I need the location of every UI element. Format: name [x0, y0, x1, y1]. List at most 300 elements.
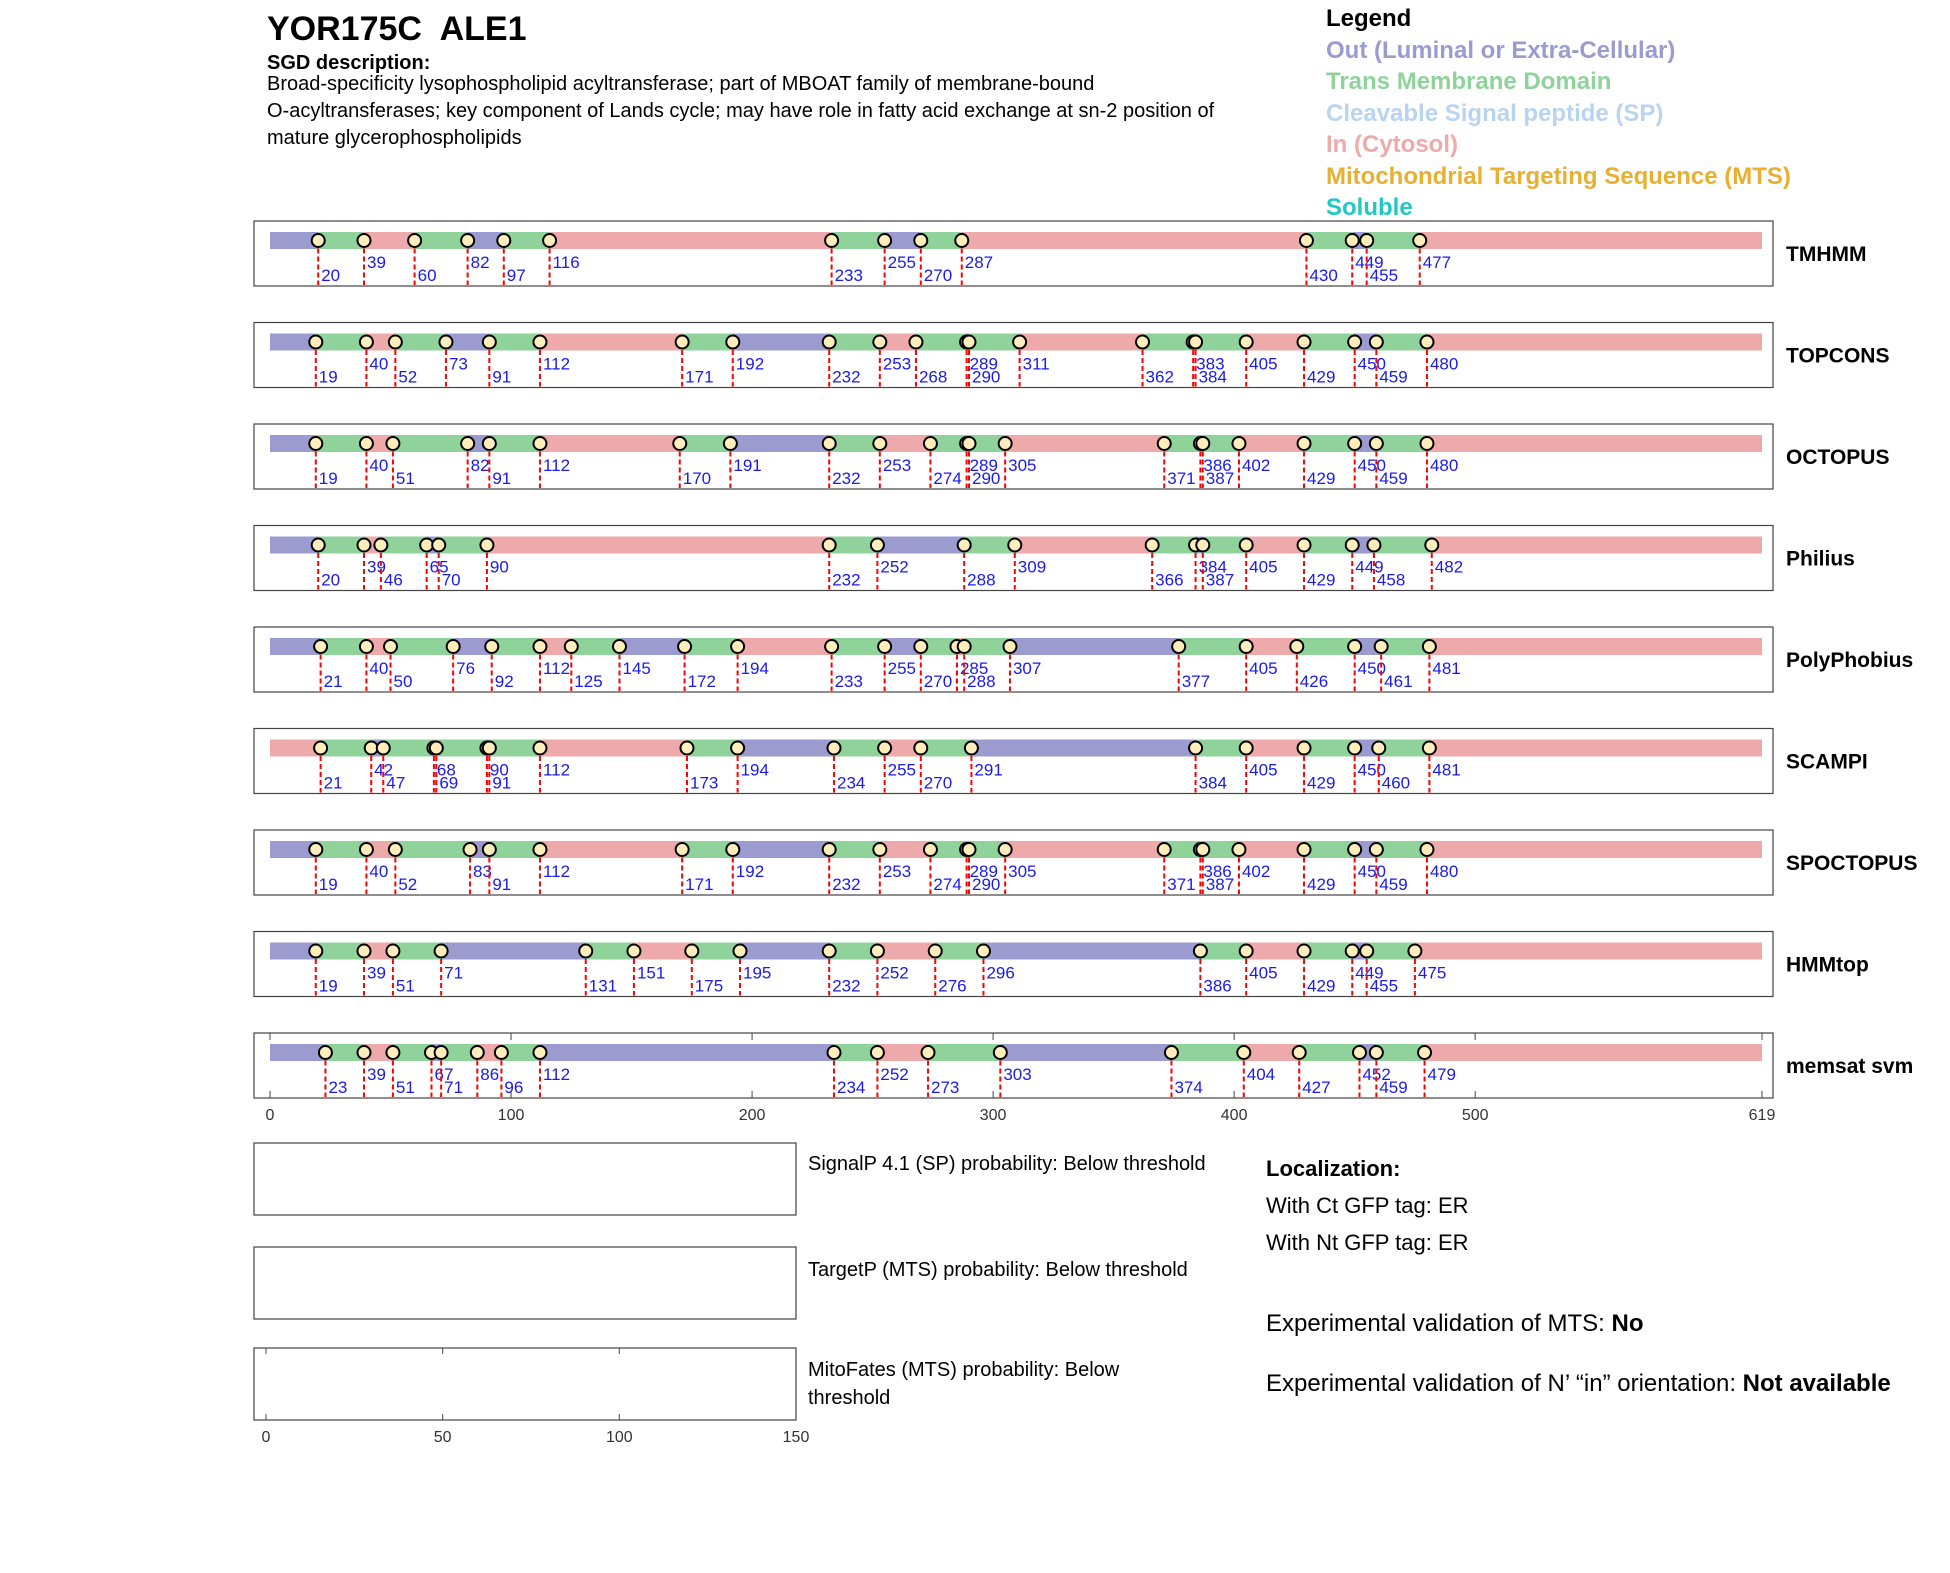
boundary-marker	[1232, 437, 1245, 450]
boundary-label: 172	[687, 672, 716, 691]
boundary-label: 430	[1309, 266, 1338, 285]
boundary-marker	[1346, 945, 1359, 958]
sgd-description-line: O-acyltransferases; key component of Lands cycle; may have role in fatty acid exchange at sn-2 position of	[267, 100, 1215, 122]
boundary-label: 23	[328, 1078, 348, 1097]
targetp-label: TargetP (MTS) probability: Below threshold	[808, 1259, 1188, 1281]
boundary-marker	[543, 234, 556, 247]
boundary-label: 459	[1379, 469, 1408, 488]
topology-segment	[1143, 334, 1194, 351]
boundary-label: 39	[367, 253, 386, 272]
topology-segment	[1246, 740, 1304, 757]
predictor-name: Philius	[1786, 547, 1855, 571]
boundary-label: 387	[1205, 570, 1235, 590]
boundary-label: 449	[1355, 557, 1384, 577]
boundary-marker	[1196, 437, 1209, 450]
boundary-marker	[873, 336, 886, 349]
boundary-label: 39	[367, 963, 386, 983]
boundary-label: 386	[1203, 976, 1232, 996]
boundary-label: 252	[880, 1065, 909, 1084]
topology-segment	[829, 841, 880, 858]
boundary-marker	[958, 640, 971, 653]
topology-segment	[270, 638, 321, 655]
topology-segment	[1420, 232, 1762, 249]
boundary-marker	[1298, 336, 1311, 349]
boundary-marker	[613, 640, 626, 653]
boundary-marker	[1370, 1046, 1383, 1059]
boundary-label: 232	[832, 570, 861, 590]
boundary-marker	[461, 437, 474, 450]
boundary-marker	[471, 1046, 484, 1059]
boundary-marker	[1423, 640, 1436, 653]
topology-segment	[270, 1044, 325, 1061]
topology-segment	[962, 232, 1307, 249]
predictor-name: OCTOPUS	[1786, 446, 1890, 469]
topology-segment	[687, 740, 738, 757]
boundary-marker	[309, 843, 322, 856]
boundary-label: 112	[542, 659, 571, 678]
boundary-label: 91	[492, 367, 512, 387]
topology-segment	[1432, 537, 1762, 554]
boundary-marker	[309, 437, 322, 450]
x-tick-label: 619	[1748, 1107, 1776, 1124]
boundary-marker	[1420, 336, 1433, 349]
boundary-marker	[958, 539, 971, 552]
boundary-marker	[1146, 539, 1159, 552]
boundary-label: 192	[735, 862, 765, 881]
boundary-marker	[823, 539, 836, 552]
boundary-marker	[461, 234, 474, 247]
boundary-marker	[871, 539, 884, 552]
boundary-marker	[873, 843, 886, 856]
boundary-label: 255	[887, 760, 917, 780]
boundary-label: 449	[1355, 963, 1384, 983]
boundary-label: 52	[398, 367, 418, 387]
localization-ct: With Ct GFP tag: ER	[1266, 1193, 1469, 1218]
predictor-panel	[254, 932, 1869, 997]
boundary-marker	[309, 945, 322, 958]
boundary-label: 42	[374, 760, 394, 780]
boundary-marker	[1298, 742, 1311, 755]
boundary-marker	[1425, 539, 1438, 552]
topology-segment	[489, 334, 540, 351]
boundary-label: 405	[1249, 659, 1278, 678]
boundary-marker	[1298, 437, 1311, 450]
predictor-name: memsat svm	[1786, 1055, 1914, 1078]
topology-segment	[540, 740, 687, 757]
predictor-name: TMHMM	[1786, 243, 1867, 266]
boundary-label: 253	[882, 456, 912, 475]
boundary-label: 90	[489, 760, 509, 780]
predictor-panel	[254, 729, 1868, 794]
boundary-marker	[579, 945, 592, 958]
topology-segment	[489, 435, 540, 452]
boundary-label: 285	[959, 659, 989, 678]
boundary-marker	[1370, 336, 1383, 349]
boundary-label: 287	[964, 253, 994, 272]
boundary-label: 97	[506, 266, 526, 285]
boundary-marker	[1360, 945, 1373, 958]
boundary-label: 270	[923, 773, 953, 793]
boundary-marker	[483, 437, 496, 450]
boundary-marker	[962, 437, 975, 450]
boundary-label: 291	[974, 760, 1003, 780]
boundary-label: 303	[1003, 1065, 1032, 1084]
predictor-frame	[254, 526, 1773, 591]
boundary-marker	[1360, 234, 1373, 247]
topology-segment	[1246, 943, 1304, 960]
boundary-marker	[914, 640, 927, 653]
topology-segment	[1171, 1044, 1243, 1061]
boundary-label: 362	[1145, 367, 1174, 387]
boundary-label: 234	[837, 1078, 866, 1097]
boundary-marker	[1240, 945, 1253, 958]
boundary-label: 69	[439, 773, 459, 793]
boundary-marker	[360, 336, 373, 349]
topology-segment	[1010, 638, 1179, 655]
boundary-marker	[389, 843, 402, 856]
boundary-label: 296	[986, 963, 1015, 983]
boundary-marker	[878, 234, 891, 247]
topology-segment	[1429, 740, 1762, 757]
boundary-label: 125	[574, 672, 603, 691]
boundary-label: 19	[318, 367, 338, 387]
boundary-marker	[1367, 539, 1380, 552]
boundary-label: 60	[417, 266, 437, 285]
boundary-label: 449	[1355, 253, 1384, 272]
boundary-marker	[365, 742, 378, 755]
boundary-marker	[1420, 437, 1433, 450]
boundary-marker	[922, 1046, 935, 1059]
mts-validation-label: Experimental validation of MTS:	[1266, 1310, 1612, 1337]
topology-segment	[1376, 841, 1427, 858]
boundary-label: 270	[923, 672, 953, 691]
boundary-marker	[1013, 336, 1026, 349]
boundary-label: 232	[832, 875, 861, 894]
boundary-label: 170	[682, 469, 712, 488]
sgd-description-line: Broad-specificity lysophospholipid acyltransferase; part of MBOAT family of membrane-bound	[267, 73, 1095, 95]
boundary-label: 479	[1427, 1065, 1456, 1084]
boundary-marker	[1240, 336, 1253, 349]
boundary-label: 51	[395, 976, 415, 996]
topology-segment	[634, 943, 692, 960]
topology-segment	[316, 841, 367, 858]
boundary-marker	[1158, 437, 1171, 450]
boundary-marker	[924, 843, 937, 856]
boundary-marker	[447, 640, 460, 653]
topology-segment	[1196, 334, 1247, 351]
boundary-label: 480	[1429, 354, 1459, 374]
boundary-label: 459	[1379, 875, 1408, 894]
boundary-label: 116	[552, 253, 580, 272]
boundary-marker	[1375, 640, 1388, 653]
boundary-marker	[825, 640, 838, 653]
topology-segment	[964, 537, 1015, 554]
topology-segment	[619, 638, 684, 655]
boundary-label: 112	[542, 456, 571, 475]
boundary-label: 47	[386, 773, 406, 793]
boundary-label: 91	[492, 875, 512, 894]
topology-segment	[1376, 435, 1427, 452]
topology-segment	[916, 334, 967, 351]
boundary-label: 131	[588, 976, 618, 996]
localization-title: Localization:	[1266, 1156, 1401, 1181]
boundary-marker	[1423, 742, 1436, 755]
boundary-label: 450	[1357, 456, 1387, 475]
topology-segment	[1015, 537, 1152, 554]
boundary-label: 384	[1198, 557, 1227, 577]
predictor-name: TOPCONS	[1786, 344, 1890, 368]
boundary-label: 19	[318, 469, 338, 488]
boundary-label: 274	[933, 875, 962, 894]
boundary-label: 20	[321, 570, 341, 590]
boundary-label: 19	[318, 976, 338, 996]
boundary-label: 67	[434, 1065, 454, 1084]
boundary-marker	[384, 640, 397, 653]
legend-item-sp: Cleavable Signal peptide (SP)	[1326, 99, 1664, 127]
boundary-label: 404	[1246, 1065, 1276, 1084]
boundary-marker	[485, 640, 498, 653]
topology-segment	[1297, 638, 1355, 655]
boundary-label: 171	[685, 875, 714, 894]
boundary-label: 68	[436, 760, 456, 780]
legend-item-in: In (Cytosol)	[1326, 131, 1458, 158]
boundary-marker	[871, 1046, 884, 1059]
boundary-label: 477	[1422, 253, 1452, 272]
boundary-label: 255	[887, 253, 917, 272]
boundary-marker	[1232, 843, 1245, 856]
boundary-marker	[374, 539, 387, 552]
predictor-name: PolyPhobius	[1786, 649, 1914, 672]
boundary-label: 383	[1196, 354, 1225, 374]
boundary-label: 386	[1203, 862, 1232, 881]
boundary-marker	[731, 640, 744, 653]
topology-segment	[877, 537, 964, 554]
boundary-label: 309	[1017, 557, 1047, 577]
topology-segment	[1246, 537, 1304, 554]
boundary-label: 481	[1432, 760, 1461, 780]
boundary-marker	[823, 843, 836, 856]
boundary-label: 290	[971, 367, 1001, 387]
legend-item-mts: Mitochondrial Targeting Sequence (MTS)	[1326, 162, 1791, 190]
topology-segment	[1246, 638, 1297, 655]
boundary-marker	[533, 336, 546, 349]
boundary-label: 71	[444, 1078, 464, 1097]
boundary-label: 305	[1008, 862, 1037, 881]
boundary-label: 429	[1307, 570, 1336, 590]
topology-segment	[415, 232, 468, 249]
topology-segment	[436, 740, 487, 757]
boundary-marker	[909, 336, 922, 349]
boundary-marker	[533, 843, 546, 856]
topology-segment	[540, 1044, 834, 1061]
boundary-marker	[823, 945, 836, 958]
boundary-marker	[823, 437, 836, 450]
predictor-panel	[254, 323, 1889, 388]
topology-segment	[829, 435, 880, 452]
boundary-label: 289	[969, 354, 998, 374]
boundary-label: 458	[1376, 570, 1406, 590]
boundary-marker	[358, 234, 371, 247]
boundary-label: 402	[1241, 456, 1271, 475]
mitofates-label	[808, 1356, 1238, 1412]
boundary-marker	[533, 1046, 546, 1059]
boundary-marker	[386, 945, 399, 958]
boundary-label: 112	[542, 862, 571, 881]
boundary-marker	[1293, 1046, 1306, 1059]
boundary-marker	[1298, 945, 1311, 958]
boundary-marker	[924, 437, 937, 450]
boundary-label: 192	[735, 354, 765, 374]
boundary-label: 405	[1249, 354, 1278, 374]
boundary-marker	[828, 742, 841, 755]
boundary-label: 461	[1384, 672, 1413, 691]
boundary-marker	[435, 945, 448, 958]
predictor-panel	[254, 424, 1889, 489]
legend-item-soluble: Soluble	[1326, 194, 1413, 221]
predictor-name: HMMtop	[1786, 953, 1869, 977]
boundary-label: 450	[1357, 760, 1387, 780]
prob-x-tick-label: 100	[605, 1429, 633, 1446]
boundary-marker	[464, 843, 477, 856]
topology-segment	[969, 334, 1020, 351]
boundary-marker	[1240, 742, 1253, 755]
boundary-marker	[731, 742, 744, 755]
boundary-label: 460	[1381, 773, 1411, 793]
boundary-marker	[1298, 843, 1311, 856]
boundary-label: 374	[1174, 1078, 1203, 1097]
topology-segment	[321, 740, 372, 757]
boundary-label: 459	[1379, 367, 1408, 387]
boundary-label: 405	[1249, 760, 1278, 780]
prob-x-tick-label: 0	[261, 1429, 271, 1446]
predictor-frame	[254, 729, 1773, 794]
topology-segment	[682, 334, 733, 351]
sgd-heading: SGD description:	[267, 52, 431, 74]
signalp-box	[254, 1143, 796, 1215]
boundary-marker	[483, 336, 496, 349]
topology-segment	[1379, 740, 1430, 757]
boundary-marker	[432, 539, 445, 552]
x-tick-label: 100	[497, 1107, 525, 1124]
boundary-label: 289	[969, 456, 998, 475]
mitofates-label-line: threshold	[808, 1387, 891, 1409]
boundary-label: 427	[1302, 1078, 1331, 1097]
boundary-marker	[1003, 640, 1016, 653]
predictor-panel	[254, 627, 1913, 692]
boundary-marker	[1348, 742, 1361, 755]
boundary-label: 151	[636, 963, 666, 983]
boundary-marker	[1346, 539, 1359, 552]
topology-segment	[364, 232, 415, 249]
boundary-label: 426	[1299, 672, 1329, 691]
prob-x-tick-label: 50	[433, 1429, 452, 1446]
topology-segment	[1000, 1044, 1171, 1061]
boundary-marker	[1189, 742, 1202, 755]
boundary-label: 366	[1155, 570, 1184, 590]
boundary-label: 83	[473, 862, 492, 881]
boundary-label: 51	[395, 469, 415, 488]
boundary-marker	[1353, 1046, 1366, 1059]
topology-segment	[1304, 740, 1355, 757]
boundary-label: 232	[832, 976, 861, 996]
boundary-label: 305	[1008, 456, 1037, 475]
boundary-marker	[1158, 843, 1171, 856]
boundary-label: 171	[685, 367, 714, 387]
boundary-label: 71	[444, 963, 464, 983]
boundary-label: 234	[837, 773, 866, 793]
topology-segment	[1005, 841, 1164, 858]
mts-validation-value: No	[1611, 1310, 1644, 1337]
boundary-marker	[676, 336, 689, 349]
boundary-label: 92	[494, 672, 514, 691]
topology-segment	[540, 841, 682, 858]
topology-segment	[829, 334, 880, 351]
topology-segment	[733, 841, 829, 858]
boundary-marker	[914, 742, 927, 755]
boundary-label: 255	[887, 659, 917, 678]
boundary-label: 387	[1205, 469, 1235, 488]
boundary-label: 429	[1307, 976, 1336, 996]
boundary-marker	[312, 539, 325, 552]
predictor-panel	[254, 221, 1866, 286]
boundary-marker	[358, 1046, 371, 1059]
prob-x-tick-label: 150	[782, 1429, 810, 1446]
topology-segment	[1239, 841, 1304, 858]
boundary-marker	[965, 742, 978, 755]
boundary-label: 40	[369, 456, 389, 475]
boundary-marker	[724, 437, 737, 450]
boundary-marker	[734, 945, 747, 958]
boundary-label: 307	[1012, 659, 1042, 678]
topology-segment	[983, 943, 1200, 960]
boundary-marker	[386, 437, 399, 450]
boundary-marker	[823, 336, 836, 349]
boundary-marker	[873, 437, 886, 450]
boundary-marker	[1290, 640, 1303, 653]
topology-segment	[487, 537, 829, 554]
boundary-label: 253	[882, 354, 912, 374]
topology-segment	[682, 841, 733, 858]
boundary-label: 70	[441, 570, 461, 590]
boundary-label: 273	[931, 1078, 960, 1097]
boundary-label: 40	[369, 354, 389, 374]
boundary-marker	[358, 539, 371, 552]
boundary-marker	[495, 1046, 508, 1059]
boundary-label: 429	[1307, 367, 1336, 387]
boundary-marker	[726, 843, 739, 856]
boundary-marker	[533, 742, 546, 755]
boundary-marker	[962, 843, 975, 856]
topology-segment	[733, 334, 829, 351]
boundary-label: 191	[733, 456, 762, 475]
boundary-marker	[314, 640, 327, 653]
boundary-label: 384	[1198, 773, 1227, 793]
topology-segment	[928, 1044, 1000, 1061]
boundary-label: 91	[492, 469, 512, 488]
topology-segment	[730, 435, 829, 452]
boundary-marker	[1136, 336, 1149, 349]
boundary-label: 39	[367, 1065, 386, 1084]
boundary-marker	[1418, 1046, 1431, 1059]
boundary-marker	[977, 945, 990, 958]
boundary-label: 480	[1429, 862, 1459, 881]
boundary-label: 450	[1357, 659, 1387, 678]
topology-segment	[383, 740, 434, 757]
legend-item-tm: Trans Membrane Domain	[1326, 68, 1612, 95]
mitofates-label-line: MitoFates (MTS) probability: Below	[808, 1359, 1120, 1381]
boundary-label: 274	[933, 469, 962, 488]
boundary-marker	[483, 742, 496, 755]
